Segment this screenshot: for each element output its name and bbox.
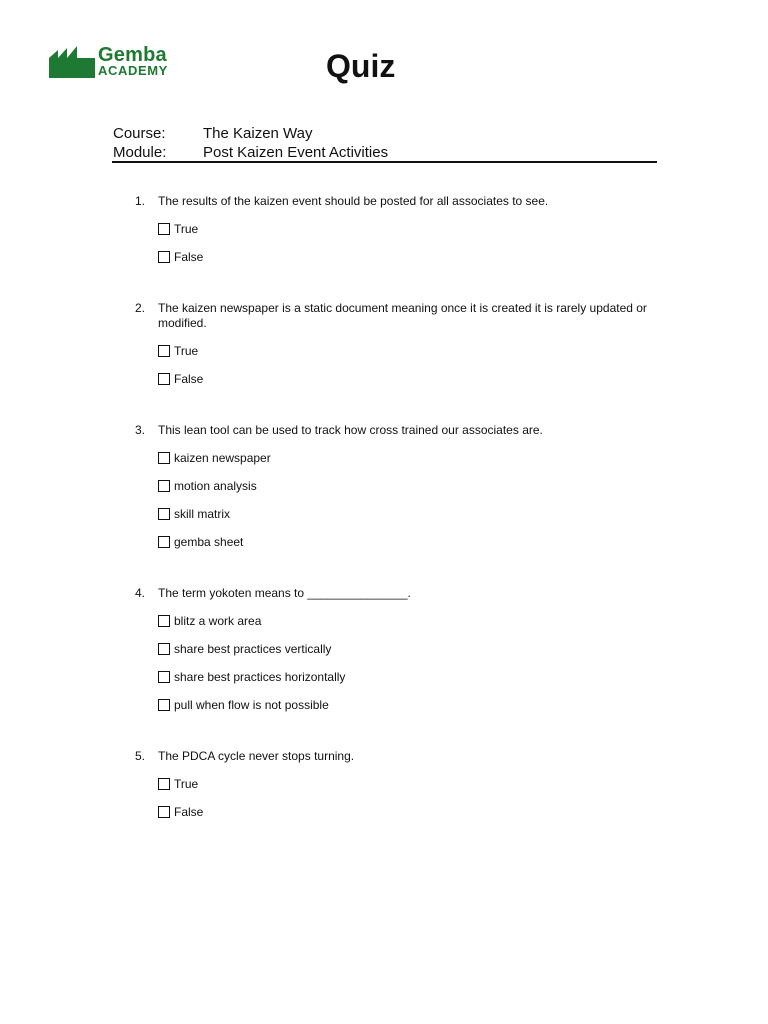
factory-icon: [49, 46, 95, 78]
answer-option[interactable]: [158, 528, 665, 556]
answer-option-label: True: [174, 343, 199, 358]
question-number: 2.: [135, 301, 146, 315]
quiz-meta: [113, 124, 388, 162]
module-value: Post Kaizen Event Activities: [203, 144, 389, 161]
answer-option[interactable]: [158, 770, 665, 798]
answer-option-label: False: [174, 804, 204, 819]
question-line: [135, 586, 665, 601]
answer-option-label: kaizen newspaper: [174, 450, 271, 465]
answer-option-label: gemba sheet: [174, 534, 244, 549]
answer-option[interactable]: [158, 365, 665, 393]
question-line: [135, 749, 665, 764]
answer-checkbox[interactable]: [158, 699, 170, 711]
question-text: The term yokoten means to _______________.: [158, 586, 411, 600]
question-text: This lean tool can be used to track how cross trained our associates are.: [158, 423, 543, 437]
answer-checkbox[interactable]: [158, 345, 170, 357]
question-2: [135, 301, 665, 393]
answer-option-label: pull when flow is not possible: [174, 697, 329, 712]
answer-checkbox[interactable]: [158, 806, 170, 818]
page-title: Quiz: [326, 48, 396, 84]
answer-option-label: False: [174, 371, 204, 386]
question-text: The PDCA cycle never stops turning.: [158, 749, 355, 763]
answer-options: [158, 770, 665, 826]
question-number: 4.: [135, 586, 146, 600]
answer-option[interactable]: [158, 243, 665, 271]
answer-checkbox[interactable]: [158, 671, 170, 683]
question-number: 5.: [135, 749, 146, 763]
answer-checkbox[interactable]: [158, 223, 170, 235]
answer-option-label: False: [174, 249, 204, 264]
gemba-academy-logo: [49, 46, 179, 80]
question-list: [135, 194, 665, 856]
module-label: Module:: [113, 144, 167, 161]
question-line: [135, 423, 665, 438]
question-number: 1.: [135, 194, 146, 208]
question-4: [135, 586, 665, 719]
question-3: [135, 423, 665, 556]
answer-option[interactable]: [158, 444, 665, 472]
answer-option[interactable]: [158, 500, 665, 528]
answer-options: [158, 607, 665, 719]
answer-checkbox[interactable]: [158, 452, 170, 464]
answer-option[interactable]: [158, 337, 665, 365]
answer-option-label: True: [174, 221, 199, 236]
module-row: [113, 143, 388, 162]
answer-checkbox[interactable]: [158, 643, 170, 655]
answer-option-label: blitz a work area: [174, 613, 262, 628]
question-number: 3.: [135, 423, 146, 437]
answer-checkbox[interactable]: [158, 778, 170, 790]
answer-options: [158, 444, 665, 556]
logo-brand-text: Gemba: [98, 44, 167, 66]
answer-option-label: share best practices horizontally: [174, 669, 346, 684]
answer-option-label: skill matrix: [174, 506, 230, 521]
header-divider: [112, 161, 657, 163]
answer-checkbox[interactable]: [158, 373, 170, 385]
answer-options: [158, 337, 665, 393]
question-1: [135, 194, 665, 271]
course-label: Course:: [113, 125, 166, 142]
answer-option[interactable]: [158, 663, 665, 691]
answer-option[interactable]: [158, 472, 665, 500]
answer-checkbox[interactable]: [158, 480, 170, 492]
answer-option-label: share best practices vertically: [174, 641, 332, 656]
answer-option-label: True: [174, 776, 199, 791]
answer-option[interactable]: [158, 691, 665, 719]
answer-checkbox[interactable]: [158, 251, 170, 263]
answer-checkbox[interactable]: [158, 615, 170, 627]
answer-options: [158, 215, 665, 271]
question-line: [135, 194, 665, 209]
answer-option[interactable]: [158, 798, 665, 826]
logo-sub-text: ACADEMY: [98, 63, 168, 78]
question-5: [135, 749, 665, 826]
question-text: The kaizen newspaper is a static document meaning once it is created it is rarely updated or modified.: [158, 301, 647, 330]
answer-checkbox[interactable]: [158, 508, 170, 520]
question-text: The results of the kaizen event should be posted for all associates to see.: [158, 194, 549, 208]
course-value: The Kaizen Way: [203, 125, 313, 142]
answer-option[interactable]: [158, 215, 665, 243]
answer-checkbox[interactable]: [158, 536, 170, 548]
answer-option[interactable]: [158, 607, 665, 635]
answer-option[interactable]: [158, 635, 665, 663]
answer-option-label: motion analysis: [174, 478, 257, 493]
question-line: [135, 301, 665, 331]
course-row: [113, 124, 388, 143]
